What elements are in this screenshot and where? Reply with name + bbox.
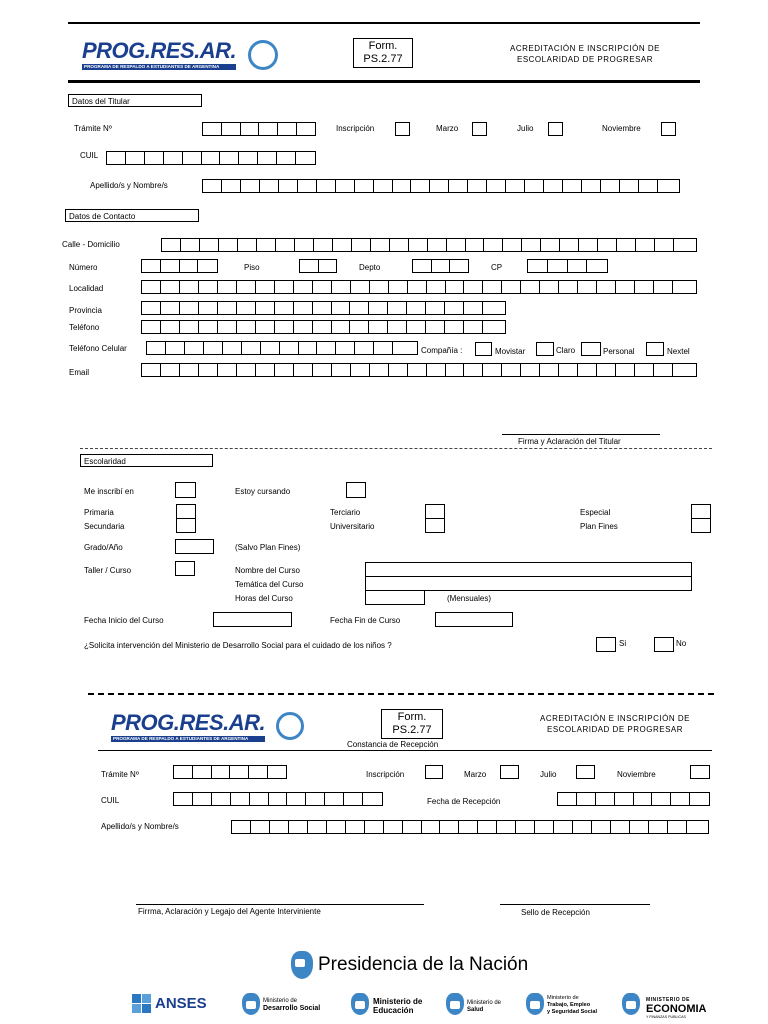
no-checkbox[interactable] [654,637,674,652]
cuil-input-2[interactable] [173,792,383,806]
presidencia-label: Presidencia de la Nación [318,954,529,975]
personal-checkbox[interactable] [581,342,601,356]
firma-titular-label: Firma y Aclaración del Titular [518,437,621,446]
sello-line [500,904,650,905]
tematica-curso-input[interactable] [365,576,692,591]
tramite-input-2[interactable] [173,765,287,779]
noviembre-checkbox-2[interactable] [690,765,710,779]
plan-fines-label: Plan Fines [580,522,618,531]
progresar-logo-2 [111,711,265,742]
logo-word-2: PROG.RES.AR. [111,710,266,735]
form-code-box-2 [381,709,443,739]
depto-input[interactable] [412,259,469,273]
tramite-input[interactable] [202,122,316,136]
header-rule [68,80,700,83]
primaria-checkbox[interactable] [176,504,196,519]
logo-emblem-icon-2 [276,712,304,740]
m5-line3: Y FINANZAS PUBLICAS [646,1015,686,1019]
salud-emblem-icon [446,993,464,1015]
form-title-line2: ESCOLARIDAD DE PROGRESAR [516,55,654,64]
m5-line2: ECONOMIA [646,1003,707,1015]
numero-input[interactable] [141,259,218,273]
nombre-curso-input[interactable] [365,562,692,577]
inscripcion-label-2: Inscripción [366,770,405,779]
horas-curso-input[interactable] [365,590,425,605]
ministerio-economia [646,996,707,1020]
form-title [480,43,690,65]
cuil-label-2: CUIL [101,796,120,805]
inscripcion-checkbox[interactable] [395,122,410,136]
cp-input[interactable] [527,259,608,273]
grado-input[interactable] [175,539,214,554]
no-label: No [676,639,687,648]
ministerio-trabajo [547,995,597,1016]
m4-line2: Trabajo, Empleo [547,1002,591,1008]
julio-checkbox-2[interactable] [576,765,595,779]
noviembre-label: Noviembre [602,124,641,133]
ministerio-salud [467,1000,501,1014]
cp-label: CP [491,263,503,272]
form-code-2: PS.2.77 [392,724,432,736]
nextel-label: Nextel [667,347,690,356]
julio-label: Julio [517,124,534,133]
firma-agente-line [136,904,424,905]
logo-emblem-icon [248,40,278,70]
section-datos-titular: Datos del Titular [68,94,202,107]
cuil-input[interactable] [106,151,316,165]
apellido-input[interactable] [202,179,680,193]
m3-line2: Salud [467,1007,484,1013]
noviembre-label-2: Noviembre [617,770,656,779]
sello-label: Sello de Recepción [521,908,590,917]
especial-label: Especial [580,508,611,517]
compania-label: Compañía : [421,346,463,355]
inscripcion-checkbox-2[interactable] [425,765,443,779]
inscripcion-label: Inscripción [336,124,375,133]
logo-subtitle: PROGRAMA DE RESPALDO A ESTUDIANTES DE ARGENTINA [82,64,236,70]
si-label: Si [619,639,627,648]
secundaria-checkbox[interactable] [176,518,196,533]
fecha-inicio-input[interactable] [213,612,292,627]
tematica-curso-label: Temática del Curso [235,580,304,589]
universitario-checkbox[interactable] [425,518,445,533]
fecha-inicio-label: Fecha Inicio del Curso [84,616,164,625]
horas-curso-label: Horas del Curso [235,594,293,603]
apellido-label: Apellido/s y Nombre/s [90,181,168,190]
salvo-plan-fines-label: (Salvo Plan Fines) [235,543,301,552]
form-code-box [353,38,413,68]
fecha-recepcion-label: Fecha de Recepción [427,797,501,806]
julio-label-2: Julio [540,770,557,779]
logo-word: PROG.RES.AR. [82,38,237,63]
calle-label: Calle - Domicilio [62,240,120,249]
m1-line2: Desarrollo Social [263,1005,321,1012]
form-title-2-line2: ESCOLARIDAD DE PROGRESAR [546,725,684,734]
firma-titular-line [502,434,660,435]
terciario-checkbox[interactable] [425,504,445,519]
celular-input[interactable] [146,341,418,355]
form-label: Form. [368,40,398,52]
marzo-label: Marzo [436,124,459,133]
me-inscribi-checkbox[interactable] [175,482,196,498]
section-escolaridad: Escolaridad [80,454,213,467]
form-label-2: Form. [397,711,427,723]
fecha-fin-label: Fecha Fin de Curso [330,616,401,625]
progresar-logo [82,39,236,70]
estoy-cursando-label: Estoy cursando [235,487,291,496]
terciario-label: Terciario [330,508,361,517]
telefono-label: Teléfono [69,323,100,332]
ministerio-desarrollo-social [263,997,320,1013]
anses-label: ANSES [155,995,207,1012]
localidad-label: Localidad [69,284,104,293]
marzo-checkbox[interactable] [472,122,487,136]
cut-line-1 [80,448,712,449]
numero-label: Número [69,263,98,272]
nextel-checkbox[interactable] [646,342,664,356]
movistar-label: Movistar [495,347,526,356]
tramite-label-2: Trámite Nº [101,770,139,779]
form-title-line1: ACREDITACIÓN E INSCRIPCIÓN DE [510,44,660,53]
apellido-label-2: Apellido/s y Nombre/s [101,822,179,831]
form-title-2-line1: ACREDITACIÓN E INSCRIPCIÓN DE [540,714,690,723]
top-rule [68,22,700,24]
section-datos-contacto: Datos de Contacto [65,209,199,222]
plan-fines-checkbox[interactable] [691,518,711,533]
m2-line1: Ministerio de [373,997,423,1006]
personal-label: Personal [603,347,635,356]
noviembre-checkbox[interactable] [661,122,676,136]
constancia-subtitle: Constancia de Recepción [347,740,439,749]
claro-label: Claro [556,346,576,355]
national-emblem-icon [291,951,313,979]
piso-input[interactable] [299,259,337,273]
apellido-input-2[interactable] [231,820,709,834]
marzo-label-2: Marzo [464,770,487,779]
footer [128,940,712,1024]
cuil-label: CUIL [80,151,99,160]
taller-label: Taller / Curso [84,566,132,575]
especial-checkbox[interactable] [691,504,711,519]
movistar-checkbox[interactable] [475,342,492,356]
si-checkbox[interactable] [596,637,616,652]
trabajo-emblem-icon [526,993,544,1015]
localidad-input[interactable] [141,280,697,294]
fecha-recepcion-input[interactable] [557,792,710,806]
me-inscribi-label: Me inscribí en [84,487,134,496]
constancia-rule [98,750,712,751]
mensuales-label: (Mensuales) [447,594,492,603]
cut-line-2 [88,693,714,695]
ministerio-educacion [373,997,422,1015]
m1-line1: Ministerio de [263,998,298,1004]
cuidado-ninos-question: ¿Solicita intervención del Ministerio de Desarrollo Social para el cuidado de los niños ? [84,641,392,650]
m4-line1: Ministerio de [547,995,579,1001]
taller-checkbox[interactable] [175,561,195,576]
m2-line2: Educación [373,1006,414,1015]
piso-label: Piso [244,263,260,272]
depto-label: Depto [359,263,381,272]
nombre-curso-label: Nombre del Curso [235,566,300,575]
m3-line1: Ministerio de [467,1000,502,1006]
tramite-label: Trámite Nº [74,124,112,133]
universitario-label: Universitario [330,522,375,531]
email-input[interactable] [141,363,697,377]
telefono-input[interactable] [141,320,506,334]
secundaria-label: Secundaria [84,522,125,531]
claro-checkbox[interactable] [536,342,554,356]
economia-emblem-icon [622,993,640,1015]
logo-subtitle-2: PROGRAMA DE RESPALDO A ESTUDIANTES DE ARGENTINA [111,736,265,742]
primaria-label: Primaria [84,508,114,517]
form-code: PS.2.77 [363,53,403,65]
anses-logo-icon [132,994,152,1014]
desarrollo-social-emblem-icon [242,993,260,1015]
email-label: Email [69,368,90,377]
m4-line3: y Seguridad Social [547,1009,598,1015]
educacion-emblem-icon [351,993,369,1015]
provincia-label: Provincia [69,306,102,315]
grado-label: Grado/Año [84,543,123,552]
provincia-input[interactable] [141,301,506,315]
celular-label: Teléfono Celular [69,344,127,353]
marzo-checkbox-2[interactable] [500,765,519,779]
estoy-cursando-checkbox[interactable] [346,482,366,498]
firma-agente-label: Firrma, Aclaración y Legajo del Agente Interviniente [138,907,321,916]
m5-line1: MINISTERIO DE [646,997,691,1003]
calle-input[interactable] [161,238,697,252]
form-title-2 [520,713,710,735]
julio-checkbox[interactable] [548,122,563,136]
fecha-fin-input[interactable] [435,612,513,627]
